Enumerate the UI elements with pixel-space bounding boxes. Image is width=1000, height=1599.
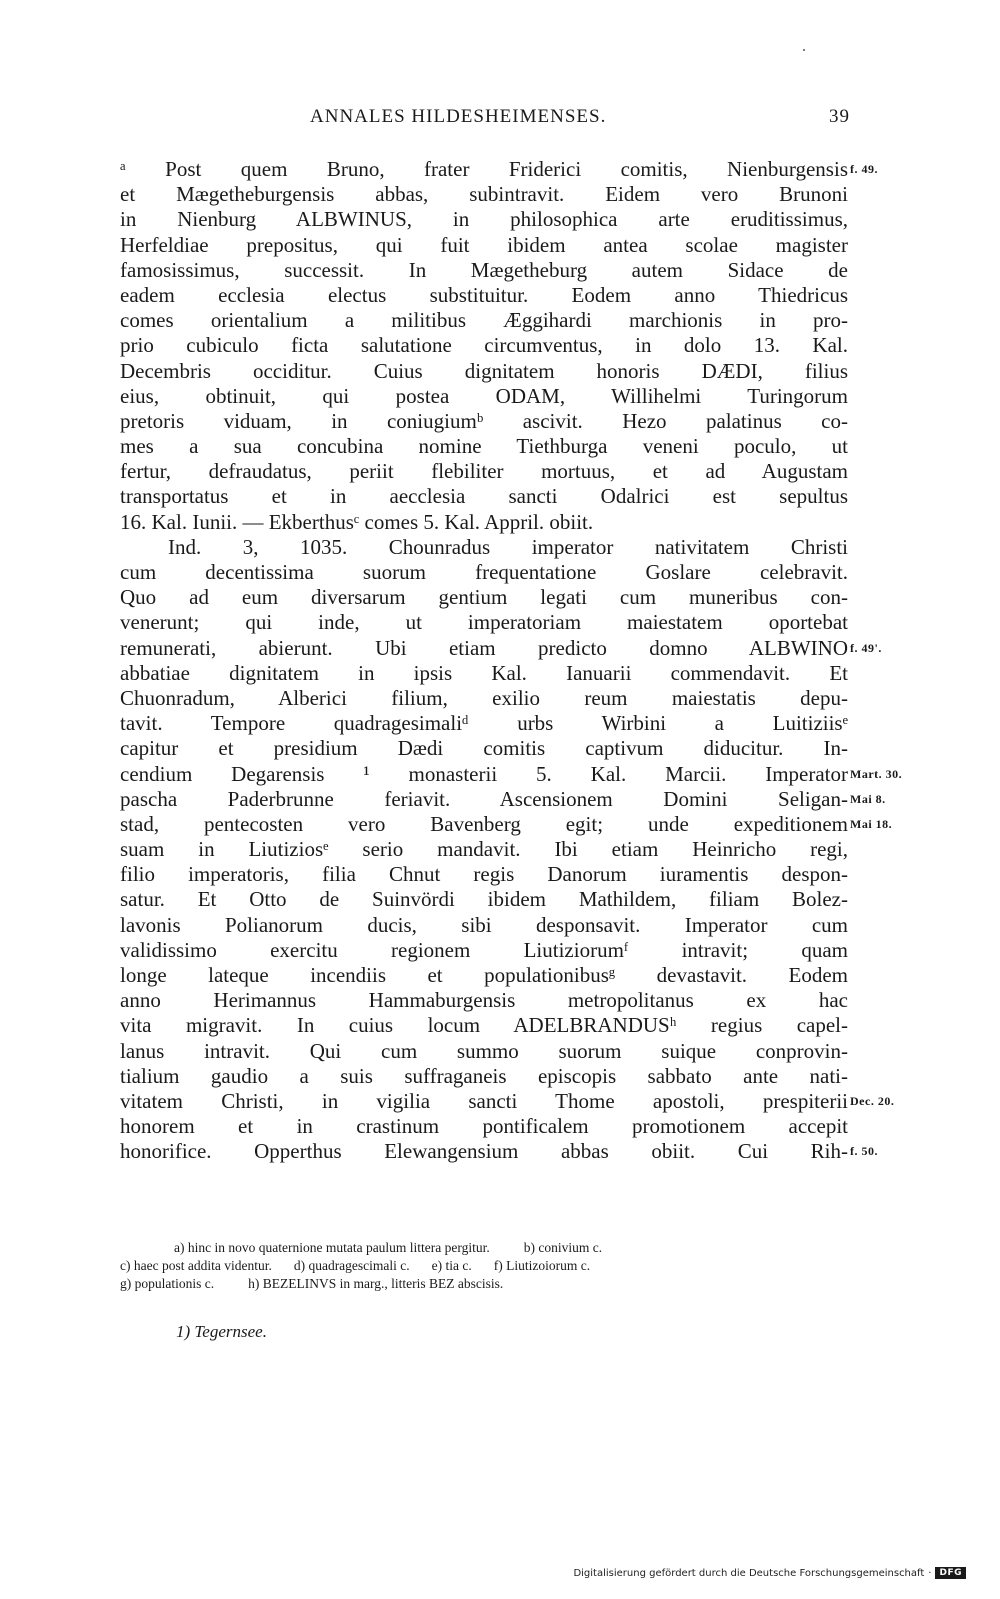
margin-note: Mart. 30.	[850, 766, 903, 781]
text-line	[120, 535, 848, 560]
footnote-f: f) Liutizoiorum c.	[493, 1258, 591, 1273]
line-text: longe lateque incendiis et populationibusᵍ devastavit. Eodem	[120, 963, 848, 987]
footnote-h: h) BEZELINVS in marg., litteris BEZ abscisis.	[248, 1276, 504, 1291]
line-text: honorifice. Opperthus Elewangensium abbas obiit. Cui Rih-	[120, 1139, 848, 1164]
text-line	[120, 913, 848, 938]
text-line	[120, 988, 848, 1013]
line-text: validissimo exercitu regionem Liutiziorumᶠ intravit; quam	[120, 937, 848, 962]
footnote-c: c) haec post addita videntur.	[120, 1258, 272, 1273]
line-text: capitur et presidium Dædi comitis captivum diducitur. In-	[120, 736, 848, 761]
text-line	[120, 786, 886, 812]
dfg-logo-icon: DFG	[935, 1567, 966, 1579]
line-text: comes orientalium a militibus Æggihardi marchionis in pro-	[120, 308, 848, 333]
footnotes	[120, 1239, 820, 1293]
line-text: famosissimus, successit. In Mægetheburg autem Sidace de	[120, 257, 848, 282]
line-text: 16. Kal. Iunii. — Ekberthusᶜ comes 5. Kal. Appril. obiit.	[120, 509, 594, 534]
body-text	[120, 157, 903, 1165]
line-text: Quo ad eum diversarum gentium legati cum muneribus con-	[120, 585, 848, 610]
funding-credit: Digitalisierung gefördert durch die Deutsche Forschungsgemeinschaft	[573, 1567, 925, 1579]
line-text: honorem et in crastinum pontificalem promotionem accepit	[120, 1114, 848, 1139]
text-line	[120, 233, 848, 258]
text-line	[120, 283, 848, 308]
line-text: lanus intravit. Qui cum summo suorum suique conprovin-	[120, 1038, 848, 1063]
line-text: cendium Degarensis ¹ monasterii 5. Kal. Marcii. Imperator	[120, 761, 848, 786]
footnote-d: d) quadragescimali c.	[293, 1258, 410, 1273]
margin-note: Dec. 20.	[850, 1093, 895, 1108]
text-line	[120, 963, 848, 988]
margin-note: f. 50.	[850, 1144, 878, 1159]
text-line	[120, 333, 848, 358]
line-text: eius, obtinuit, qui postea ODAM, Willihelmi Turingorum	[120, 383, 848, 408]
line-text: anno Herimannus Hammaburgensis metropolitanus ex hac	[120, 988, 848, 1013]
footnote-e: e) tia c.	[431, 1258, 472, 1273]
footnote-line	[120, 1239, 820, 1257]
footnote-line	[120, 1257, 820, 1275]
text-line	[120, 182, 848, 207]
text-line	[120, 1088, 895, 1114]
footer-credit: Digitalisierung gefördert durch die Deutsche Forschungsgemeinschaft · DFG	[573, 1567, 966, 1579]
line-text: stad, pentecosten vero Bavenberg egit; unde expeditionem	[120, 811, 848, 836]
line-text: tavit. Tempore quadragesimaliᵈ urbs Wirbini a Luitiziisᵉ	[120, 711, 848, 736]
text-line	[120, 1139, 878, 1164]
running-title: ANNALES HILDESHEIMENSES.	[310, 106, 607, 127]
line-text: vitatem Christi, in vigilia sancti Thome apostoli, prespiterii	[120, 1088, 848, 1113]
text-line	[120, 258, 848, 283]
margin-note: Mai 8.	[850, 791, 886, 806]
line-text: Ind. 3, 1035. Chounradus imperator nativitatem Christi	[168, 534, 848, 559]
line-text: ᵃ Post quem Bruno, frater Friderici comitis, Nienburgensis	[120, 157, 848, 181]
line-text: remunerati, abierunt. Ubi etiam predicto domno ALBWINO	[120, 635, 848, 660]
text-line	[120, 761, 903, 787]
text-line	[120, 484, 848, 509]
text-line	[120, 610, 848, 635]
text-line	[120, 811, 893, 837]
margin-note: f. 49.	[850, 162, 878, 176]
line-text: Chuonradum, Alberici filium, exilio reum maiestatis depu-	[120, 685, 848, 710]
footnote-a: a) hinc in novo quaternione mutata paulum littera pergitur.	[174, 1240, 490, 1255]
line-text: Herfeldiae prepositus, qui fuit ibidem antea scolae magister	[120, 232, 848, 257]
text-line	[120, 887, 848, 912]
text-line	[120, 308, 848, 333]
text-line	[120, 1064, 848, 1089]
text-line	[120, 1039, 848, 1064]
text-line	[120, 1013, 848, 1038]
text-line	[120, 938, 848, 963]
text-line	[120, 686, 848, 711]
page-number: 39	[829, 106, 850, 127]
text-line	[120, 736, 848, 761]
line-text: in Nienburg ALBWINUS, in philosophica arte eruditissimus,	[120, 207, 848, 232]
text-line	[120, 635, 882, 661]
line-text: lavonis Polianorum ducis, sibi desponsavit. Imperator cum	[120, 912, 848, 937]
line-text: vita migravit. In cuius locum ADELBRANDUSʰ regius capel-	[120, 1013, 848, 1038]
line-text: eadem ecclesia electus substituitur. Eodem anno Thiedricus	[120, 282, 848, 307]
line-text: prio cubiculo ficta salutatione circumventus, in dolo 13. Kal.	[120, 333, 848, 358]
text-line	[120, 711, 848, 736]
line-text: et Mægetheburgensis abbas, subintravit. Eidem vero Brunoni	[120, 182, 848, 207]
footnote-line	[120, 1275, 820, 1293]
text-line	[120, 157, 878, 182]
line-text: Decembris occiditur. Cuius dignitatem honoris DÆDI, filius	[120, 358, 848, 383]
line-text: tialium gaudio a suis suffraganeis episcopis sabbato ante nati-	[120, 1063, 848, 1088]
margin-note: Mai 18.	[850, 816, 893, 831]
text-line	[120, 560, 848, 585]
text-line	[120, 384, 848, 409]
text-line	[120, 1114, 848, 1139]
text-line	[120, 585, 848, 610]
line-text: pretoris viduam, in coniugiumᵇ ascivit. Hezo palatinus co-	[120, 408, 848, 433]
text-line	[120, 207, 848, 232]
line-text: mes a sua concubina nomine Tiethburga veneni poculo, ut	[120, 434, 848, 459]
text-line	[120, 359, 848, 384]
text-line	[120, 434, 848, 459]
line-text: abbatiae dignitatem in ipsis Kal. Ianuarii commendavit. Et	[120, 660, 848, 685]
text-line	[120, 409, 848, 434]
line-text: venerunt; qui inde, ut imperatoriam maiestatem oportebat	[120, 610, 848, 635]
line-text: cum decentissima suorum frequentatione Goslare celebravit.	[120, 560, 848, 584]
commentary-note: 1) Tegernsee.	[176, 1322, 267, 1341]
text-line	[120, 661, 848, 686]
scan-speck	[803, 49, 805, 51]
line-text: satur. Et Otto de Suinvördi ibidem Mathildem, filiam Bolez-	[120, 887, 848, 912]
line-text: transportatus et in aecclesia sancti Odalrici est sepultus	[120, 484, 848, 509]
line-text: filio imperatoris, filia Chnut regis Danorum iuramentis despon-	[120, 862, 848, 887]
line-text: fertur, defraudatus, periit flebiliter mortuus, et ad Augustam	[120, 459, 848, 484]
margin-note: f. 49'.	[850, 640, 882, 655]
footnote-g: g) populationis c.	[120, 1276, 215, 1291]
text-line	[120, 459, 848, 484]
line-text: pascha Paderbrunne feriavit. Ascensionem Domini Seligan-	[120, 786, 848, 811]
text-line	[120, 862, 848, 887]
footnote-b: b) conivium c.	[523, 1240, 603, 1255]
text-line	[120, 837, 848, 862]
line-text: suam in Liutiziosᵉ serio mandavit. Ibi etiam Heinricho regi,	[120, 837, 848, 862]
text-line	[120, 510, 848, 535]
